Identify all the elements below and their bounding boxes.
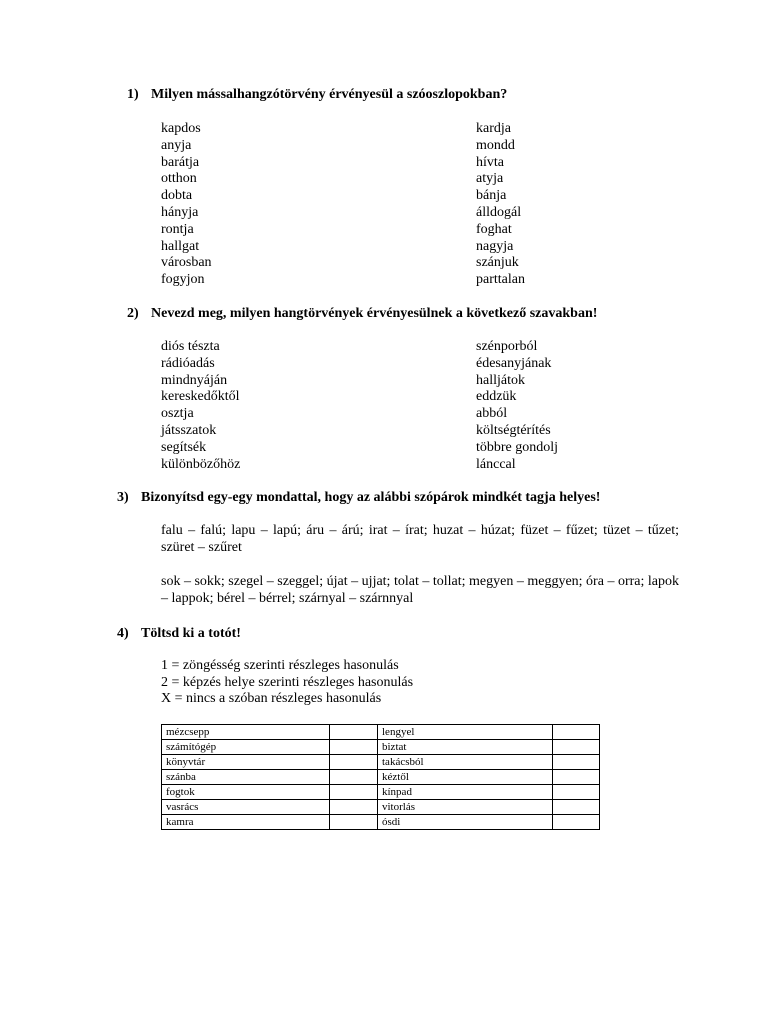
word-cell: kínpad	[378, 785, 553, 800]
word-item: abból	[476, 406, 508, 422]
word-item: barátja	[161, 154, 200, 170]
word-item: városban	[161, 255, 212, 271]
answer-cell[interactable]	[553, 755, 600, 770]
word-cell: fogtok	[162, 785, 330, 800]
word-cell: vasrács	[162, 800, 330, 815]
word-item: diós tészta	[161, 339, 220, 354]
question-4-number: 4)	[117, 626, 129, 641]
question-3-paragraph-2: sok – sokk; szegel – szeggel; újat – ujjat; tolat – tollat; megyen – meggyen; óra – orra; lapok – lappok; bérel – bérrel; szárnyal – szárnnyal	[161, 574, 679, 606]
word-item: osztja	[161, 406, 194, 422]
word-item: szánjuk	[476, 255, 519, 271]
word-item: hallgat	[161, 238, 200, 254]
answer-cell[interactable]	[330, 725, 378, 740]
word-item: játsszatok	[161, 422, 217, 438]
word-item: többre gondolj	[476, 439, 559, 455]
question-3-title	[117, 490, 600, 506]
word-item: mondd	[476, 137, 515, 153]
table-row	[162, 785, 600, 800]
word-item: rontja	[161, 221, 194, 237]
table-row	[162, 770, 600, 785]
answer-cell[interactable]	[330, 740, 378, 755]
answer-cell[interactable]	[330, 755, 378, 770]
word-item: nagyja	[476, 238, 514, 254]
answer-cell[interactable]	[553, 800, 600, 815]
answer-cell[interactable]	[553, 785, 600, 800]
word-item: különbözőhöz	[161, 456, 241, 472]
word-item: otthon	[161, 171, 197, 187]
word-item: álldogál	[476, 204, 522, 220]
toto-table	[161, 724, 600, 830]
table-row	[162, 755, 600, 770]
question-1-title	[127, 87, 507, 103]
legend-line: 1 = zöngésség szerinti részleges hasonulás	[161, 658, 399, 673]
word-item: anyja	[161, 137, 192, 153]
word-cell: ósdi	[378, 815, 553, 830]
word-item: atyja	[476, 171, 504, 187]
word-item: költségtérítés	[476, 422, 551, 438]
word-cell: mézcsepp	[162, 725, 330, 740]
question-2-text: Nevezd meg, milyen hangtörvények érvényesülnek a következő szavakban!	[151, 306, 598, 321]
table-row	[162, 800, 600, 815]
question-2-right-column	[476, 339, 558, 473]
word-item: parttalan	[476, 272, 525, 288]
answer-cell[interactable]	[330, 800, 378, 815]
word-item: mindnyáján	[161, 372, 228, 388]
table-row	[162, 725, 600, 740]
question-3-number: 3)	[117, 490, 129, 505]
word-item: bánja	[476, 188, 507, 204]
word-item: dobta	[161, 188, 193, 204]
word-item: szénporból	[476, 339, 538, 354]
legend-line: 2 = képzés helye szerinti részleges hasonulás	[161, 674, 414, 690]
question-1-left-column	[161, 121, 212, 289]
question-4-legend	[161, 658, 413, 708]
answer-cell[interactable]	[553, 770, 600, 785]
word-cell: könyvtár	[162, 755, 330, 770]
word-item: halljátok	[476, 372, 525, 388]
legend-line: X = nincs a szóban részleges hasonulás	[161, 691, 382, 706]
question-4-title	[117, 626, 241, 642]
word-item: fogyjon	[161, 272, 205, 288]
question-2-title	[127, 306, 597, 322]
table-row	[162, 740, 600, 755]
word-cell: szánba	[162, 770, 330, 785]
word-cell: vitorlás	[378, 800, 553, 815]
answer-cell[interactable]	[553, 740, 600, 755]
word-item: kapdos	[161, 121, 201, 136]
word-cell: biztat	[378, 740, 553, 755]
table-row	[162, 815, 600, 830]
word-cell: kéztől	[378, 770, 553, 785]
question-2-number: 2)	[127, 306, 139, 321]
answer-cell[interactable]	[330, 770, 378, 785]
question-1-number: 1)	[127, 87, 139, 102]
answer-cell[interactable]	[330, 785, 378, 800]
answer-cell[interactable]	[553, 725, 600, 740]
word-item: hányja	[161, 204, 199, 220]
answer-cell[interactable]	[330, 815, 378, 830]
question-3-text: Bizonyítsd egy-egy mondattal, hogy az alábbi szópárok mindkét tagja helyes!	[141, 490, 601, 505]
word-item: kereskedőktől	[161, 389, 240, 405]
question-1-text: Milyen mássalhangzótörvény érvényesül a szóoszlopokban?	[151, 87, 508, 102]
question-4-text: Töltsd ki a totót!	[141, 626, 241, 641]
word-cell: lengyel	[378, 725, 553, 740]
word-item: kardja	[476, 121, 511, 136]
word-item: lánccal	[476, 456, 516, 472]
word-item: hívta	[476, 154, 504, 170]
word-item: édesanyjának	[476, 355, 552, 371]
word-item: eddzük	[476, 389, 517, 405]
answer-cell[interactable]	[553, 815, 600, 830]
word-item: foghat	[476, 221, 512, 237]
question-3-paragraph-1: falu – falú; lapu – lapú; áru – árú; irat – írat; huzat – húzat; füzet – fűzet; tüzet – tűzet; szüret – szűret	[161, 523, 679, 555]
question-2-left-column	[161, 339, 240, 473]
word-item: rádióadás	[161, 355, 215, 371]
word-cell: számítógép	[162, 740, 330, 755]
word-item: segítsék	[161, 439, 207, 455]
word-cell: kamra	[162, 815, 330, 830]
question-1-right-column	[476, 121, 525, 289]
word-cell: takácsból	[378, 755, 553, 770]
